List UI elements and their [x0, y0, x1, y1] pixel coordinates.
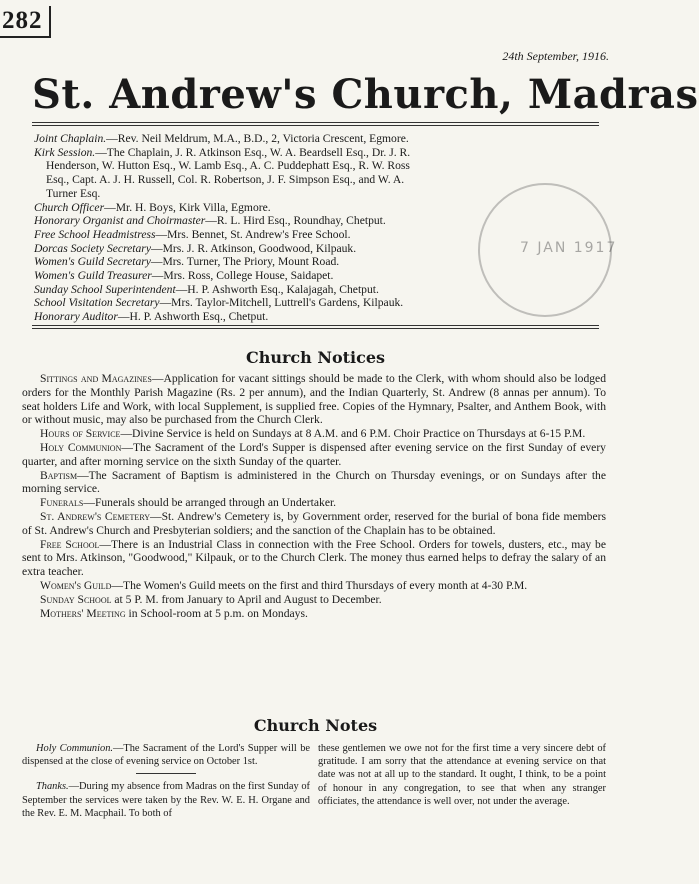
notice-paragraph: [22, 510, 606, 538]
notice-heading: Baptism: [40, 468, 78, 482]
church-notes-left-column: [22, 742, 310, 825]
officer-role: Kirk Session.: [34, 145, 96, 159]
officer-line: [34, 146, 604, 160]
notice-text: —Application for vacant sittings should be made to the Clerk, with whom should also be lodged orders for the Monthly Parish Magazine (Rs. 2 per annum), and the Indian Quarterly, St. Andrew (8 annas per annum). To seat holders Life and Work, with local Supplement, is supplied free. Copies of the Hymnary, Psalter, and Anthem Book, with or without music, may also be purchased from the Church Clerk.: [22, 372, 607, 427]
masthead-rule-top: [32, 122, 599, 123]
notice-paragraph: [22, 593, 606, 607]
notice-paragraph: [22, 441, 606, 469]
notice-paragraph: [22, 469, 606, 497]
officer-detail: —Mr. H. Boys, Kirk Villa, Egmore.: [104, 200, 271, 214]
notice-heading: Mothers' Meeting: [40, 606, 126, 620]
officer-line: [34, 310, 604, 324]
officer-detail: —H. P. Ashworth Esq., Chetput.: [117, 310, 269, 324]
note-paragraph: [22, 742, 310, 768]
note-text: —During my absence from Madras on the first Sunday of September the services were taken by the Rev. W. E. H. Organe and the Rev. E. M. Macphail. To both of: [22, 781, 310, 819]
issue-date: 24th September, 1916.: [502, 49, 609, 63]
officer-role: Honorary Auditor: [34, 310, 118, 324]
note-paragraph: [22, 780, 310, 820]
notice-paragraph: [22, 579, 606, 593]
officer-role: Free School Headmistress: [34, 227, 156, 241]
church-notices-heading: Church Notices: [245, 348, 386, 367]
officer-role: Joint Chaplain.: [34, 132, 107, 145]
notice-paragraph: [22, 496, 606, 510]
officer-role: Dorcas Society Secretary: [34, 241, 151, 255]
notice-text: —Divine Service is held on Sundays at 8 A.M. and 6 P.M. Choir Practice on Thursdays at 6-15 P.M.: [120, 427, 586, 441]
officer-detail: —Mrs. Bennet, St. Andrew's Free School.: [155, 227, 351, 241]
officer-detail: Esq., Capt. A. J. H. Russell, Col. R. Robertson, J. F. Simpson Esq., and W. A.: [46, 173, 405, 187]
notice-heading: Holy Communion: [40, 440, 122, 454]
officer-role: Women's Guild Secretary: [34, 255, 151, 269]
section-rule-top: [32, 325, 599, 326]
notice-heading: Women's Guild: [40, 578, 112, 592]
notice-text: —St. Andrew's Cemetery is, by Government order, reserved for the burial of bona fide members of St. Andrew's Church and Presbyterian soldiers; and the sanction of the Chaplain has to be obtained.: [22, 509, 606, 537]
notice-text: in School-room at 5 p.m. on Mondays.: [125, 606, 308, 620]
officer-detail: —H. P. Ashworth Esq., Kalajagah, Chetput.: [175, 282, 379, 296]
masthead-title: St. Andrew's Church, Madras: [32, 71, 699, 118]
notice-heading: Sittings and Magazines: [40, 372, 152, 385]
officer-detail: —Mrs. J. R. Atkinson, Goodwood, Kilpauk.: [150, 241, 357, 255]
church-notes-right-text: these gentlemen we owe not for the first time a very sincere debt of gratitude. I am sorry that the attendance at evening service on that date was not at all up to the standard. It ought, I think, to be a point of honour in any congregation, to see that when any stranger officiates, the attendance is well over, not under the average.: [318, 743, 606, 807]
officer-line: [34, 159, 604, 173]
page-number: 282: [0, 6, 51, 38]
church-notices-body: [22, 372, 606, 620]
officer-detail: —Mrs. Ross, College House, Saidapet.: [151, 269, 334, 283]
masthead-rule-bottom: [32, 125, 599, 126]
notice-text: —There is an Industrial Class in connection with the Free School. Orders for towels, dusters, etc., may be sent to Mrs. Atkinson, "Goodwood," Kilpauk, or to the Church Clerk. The money thus earned helps to defray the salary of an extra teacher.: [22, 537, 606, 579]
note-text: —The Sacrament of the Lord's Supper will be dispensed at the close of evening service on October 1st.: [22, 743, 311, 768]
officer-role: Sunday School Superintendent: [34, 282, 176, 296]
church-notes-right-column: [318, 742, 606, 813]
notice-paragraph: [22, 427, 606, 441]
officer-detail: —The Chaplain, J. R. Atkinson Esq., W. A. Beardsell Esq., Dr. J. R.: [95, 145, 411, 159]
officer-line: [34, 132, 604, 146]
officer-role: Church Officer: [34, 200, 105, 214]
notice-heading: St. Andrew's Cemetery: [40, 509, 150, 523]
notice-heading: Free School: [40, 537, 100, 551]
officer-line: [34, 173, 604, 187]
note-lead: Thanks.: [36, 781, 69, 793]
notice-text: —The Sacrament of Baptism is administered in the Church on Thursday evenings, or on Sundays after the morning service.: [22, 468, 606, 496]
notice-text: —Funerals should be arranged through an Undertaker.: [83, 496, 337, 510]
officer-role: Women's Guild Treasurer: [34, 269, 152, 283]
church-notes-heading: Church Notes: [253, 716, 378, 735]
notes-divider: [136, 773, 196, 774]
notice-paragraph: [22, 372, 606, 427]
notice-paragraph: [22, 607, 606, 621]
officer-detail: —Mrs. Taylor-Mitchell, Luttrell's Gardens, Kilpauk.: [159, 296, 404, 310]
stamp-date: 7 JAN 1917: [520, 240, 618, 256]
section-rule-bottom: [32, 328, 599, 329]
notice-text: —The Sacrament of the Lord's Supper is dispensed after evening service on the first Sunday of every quarter, and after morning service on the sixth Sunday of the quarter.: [22, 440, 606, 468]
officer-detail: Turner Esq.: [46, 186, 101, 200]
notice-heading: Sunday School: [40, 592, 112, 606]
notice-heading: Hours of Service: [40, 427, 121, 441]
notice-paragraph: [22, 538, 606, 579]
notice-heading: Funerals: [40, 496, 84, 510]
officer-role: School Visitation Secretary: [34, 296, 160, 310]
officer-detail: —Rev. Neil Meldrum, M.A., B.D., 2, Victoria Crescent, Egmore.: [106, 132, 409, 145]
notice-text: at 5 P. M. from January to April and August to December.: [111, 592, 382, 606]
officer-detail: —Mrs. Turner, The Priory, Mount Road.: [150, 255, 340, 269]
officer-detail: Henderson, W. Hutton Esq., W. Lamb Esq., A. C. Puddephatt Esq., R. W. Ross: [46, 159, 410, 173]
notice-text: —The Women's Guild meets on the first and third Thursdays of every month at 4-30 P.M.: [111, 578, 528, 592]
officer-detail: —R. L. Hird Esq., Roundhay, Chetput.: [205, 214, 386, 228]
officer-role: Honorary Organist and Choirmaster: [34, 214, 206, 228]
note-lead: Holy Communion.: [36, 743, 113, 754]
